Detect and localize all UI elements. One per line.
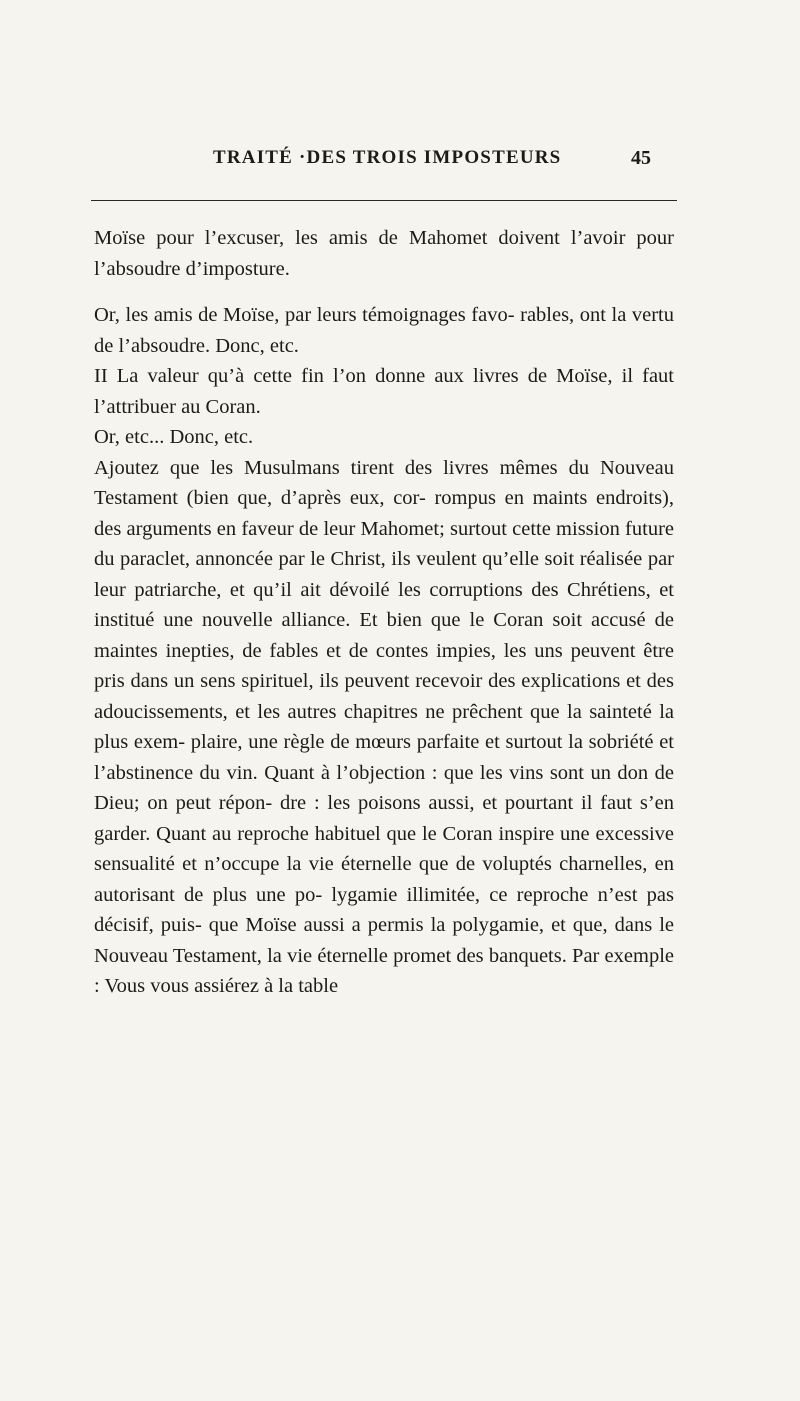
paragraph-3: II La valeur qu’à cette fin l’on donne aux livres de Moïse, il faut l’attribuer au Coran. [94,365,674,418]
body-text [94,223,674,1002]
running-title: TRAITÉ ·DES TROIS IMPOSTEURS [213,147,562,168]
paragraph-5: Ajoutez que les Musulmans tirent des livres mêmes du Nouveau Testament (bien que, d’après eux, cor- rompus en maints endroits), des arguments en faveur de leur Mahomet; surtout cette mission future du paraclet, annoncée par le Christ, ils veulent qu’elle soit réalisée par leur patriarche, et qu’il ait dévoilé les corruptions des Chrétiens, et institué une nouvelle alliance. Et bien que le Coran soit accusé de maintes inepties, de fables et de contes impies, les uns peuvent être pris dans un sens spirituel, ils peuvent recevoir des explications et des adoucissements, et les autres chapitres ne prêchent que la sainteté la plus exem- plaire, une règle de mœurs parfaite et surtout la sobriété et l’abstinence du vin. Quant à l’objection : que les vins sont un don de Dieu; on peut répon- dre : les poisons aussi, et pourtant il faut s’en garder. Quant au reproche habituel que le Coran inspire une excessive sensualité et n’occupe la vie éternelle que de voluptés charnelles, en autorisant de plus une po- lygamie illimitée, ce reproche n’est pas décisif, puis- que Moïse aussi a permis la polygamie, et que, dans le Nouveau Testament, la vie éternelle promet des banquets. Par exemple : Vous vous assiérez à la table [94,456,674,997]
paragraph-4: Or, etc... Donc, etc. [94,426,254,448]
running-head [0,147,800,171]
page-number: 45 [631,147,651,169]
paragraph-2: Or, les amis de Moïse, par leurs témoignages favo- rables, ont la vertu de l’absoudre. Donc, etc. [94,304,674,357]
header-rule [91,200,677,201]
paragraph-1: Moïse pour l’excuser, les amis de Mahomet doivent l’avoir pour l’absoudre d’imposture. [94,227,674,280]
